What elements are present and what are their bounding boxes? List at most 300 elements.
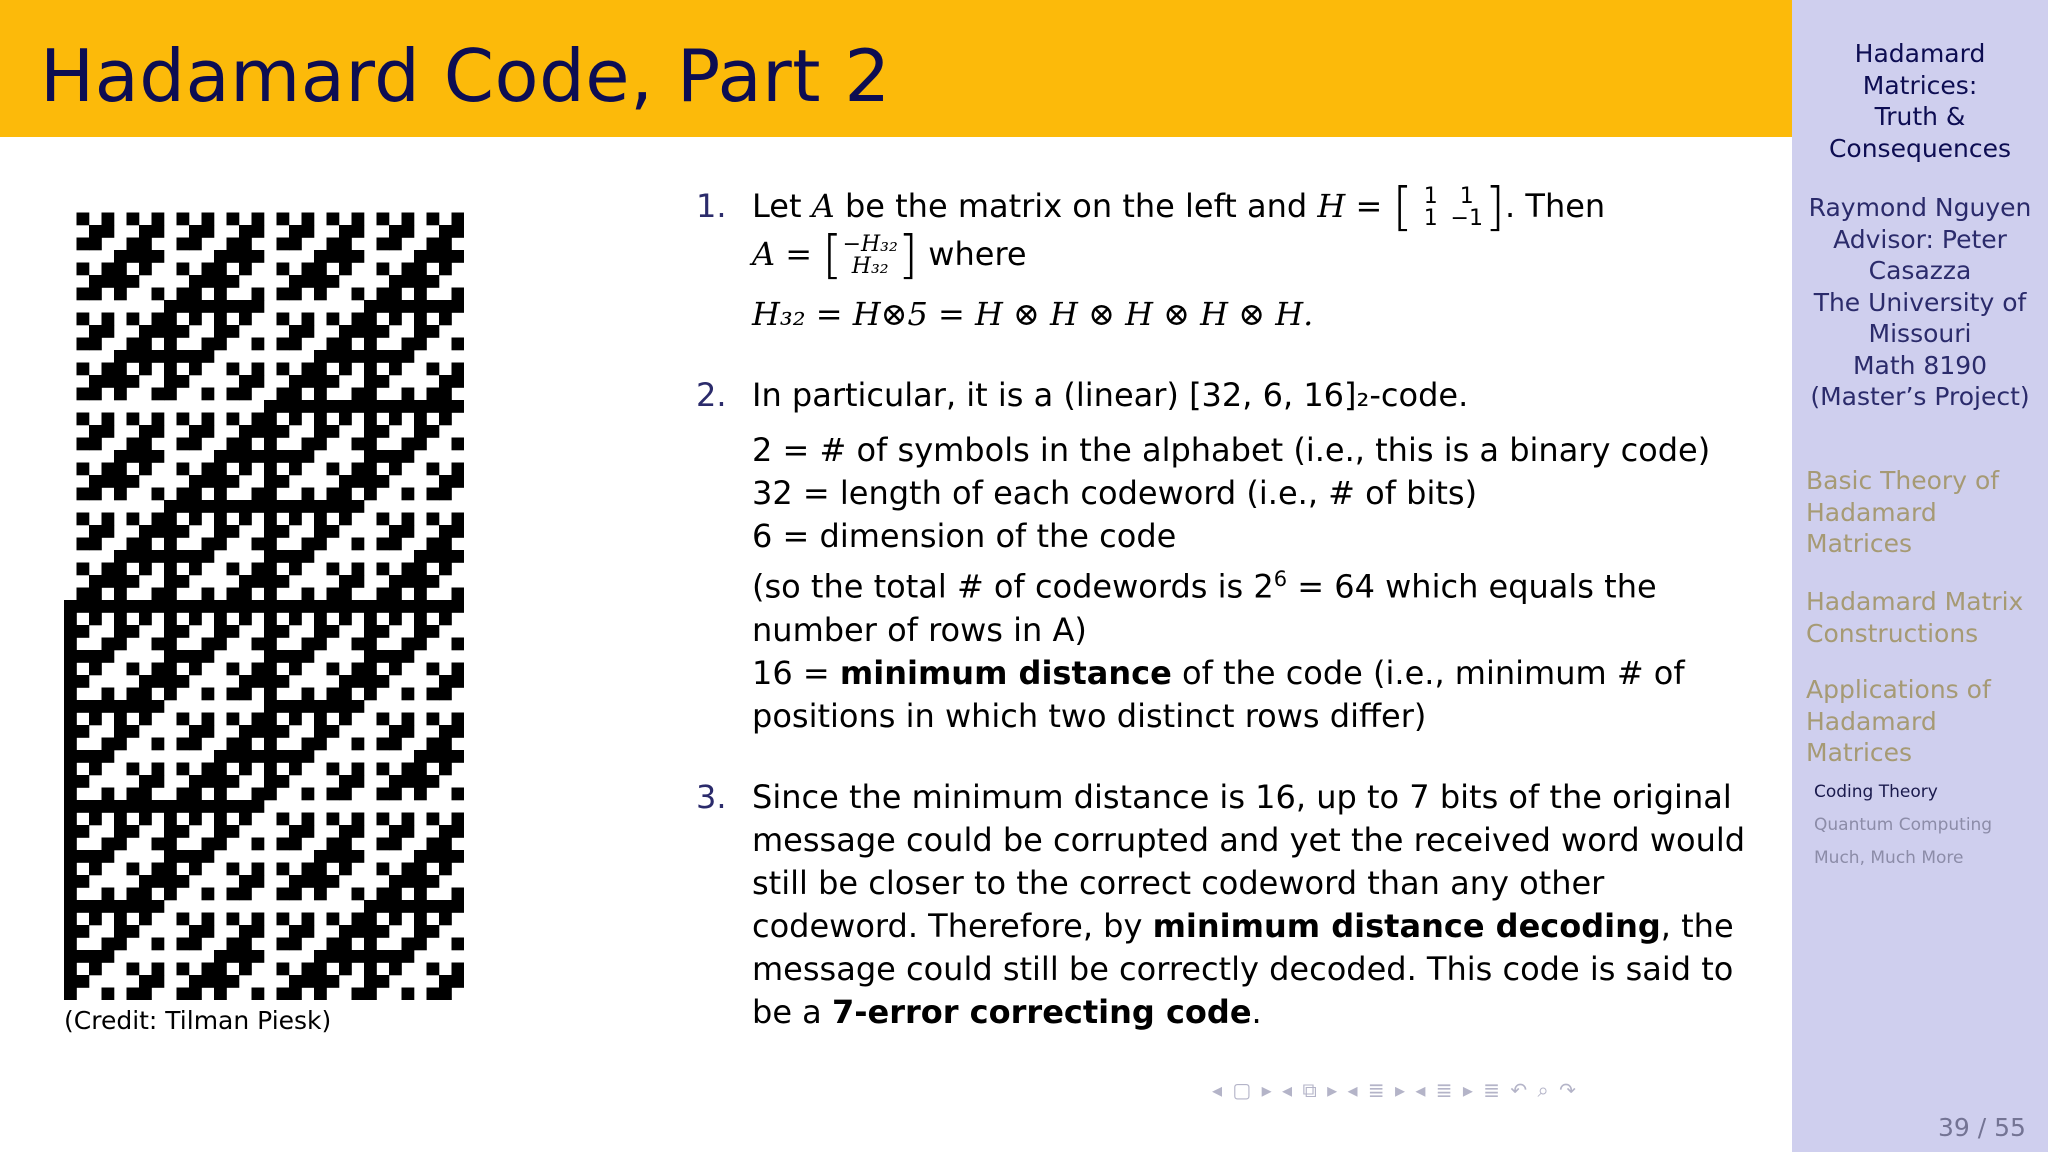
matrix-cell [389, 738, 402, 751]
matrix-cell [439, 675, 452, 688]
matrix-cell [414, 888, 427, 901]
matrix-cell [252, 925, 265, 938]
matrix-cell [139, 463, 152, 476]
matrix-cell [102, 513, 115, 526]
matrix-cell [102, 525, 115, 538]
sidebar-section-applications[interactable] [1806, 674, 2042, 769]
matrix-cell [439, 688, 452, 701]
matrix-cell [139, 613, 152, 626]
matrix-cell [202, 300, 215, 313]
matrix-cell [377, 738, 390, 751]
matrix-cell [189, 925, 202, 938]
sidebar-subsection-quantum-computing[interactable]: Quantum Computing [1814, 815, 1993, 835]
matrix-cell [427, 625, 440, 638]
matrix-cell [289, 975, 302, 988]
matrix-cell [427, 750, 440, 763]
matrix-cell [164, 313, 177, 326]
matrix-cell [202, 413, 215, 426]
matrix-cell [152, 425, 165, 438]
matrix-cell [264, 738, 277, 751]
matrix-cell [339, 600, 352, 613]
symbol-h: H [1317, 187, 1346, 225]
matrix-cell [414, 413, 427, 426]
matrix-cell [202, 975, 215, 988]
author-line: Advisor: Peter [1833, 224, 2007, 254]
matrix-cell [327, 488, 340, 501]
matrix-cell [239, 450, 252, 463]
matrix-cell [439, 975, 452, 988]
matrix-cell [302, 450, 315, 463]
matrix-cell [277, 963, 290, 976]
matrix-cell [164, 800, 177, 813]
matrix-cell [202, 763, 215, 776]
matrix-cell [327, 875, 340, 888]
matrix-cell [439, 300, 452, 313]
matrix-cell [102, 788, 115, 801]
matrix-cell [152, 550, 165, 563]
matrix-cell [127, 725, 140, 738]
item1-line3: H₃₂ = H⊗5 = H ⊗ H ⊗ H ⊗ H ⊗ H. [752, 295, 1314, 333]
matrix-cell [189, 600, 202, 613]
matrix-cell [352, 850, 365, 863]
matrix-cell [127, 688, 140, 701]
matrix-cell [177, 350, 190, 363]
matrix-cell [252, 988, 265, 1001]
matrix-cell [277, 338, 290, 351]
matrix-cell [89, 713, 102, 726]
matrix-cell [302, 313, 315, 326]
matrix-cell [302, 588, 315, 601]
matrix-cell [352, 663, 365, 676]
matrix-cell [264, 488, 277, 501]
matrix-cell [327, 688, 340, 701]
matrix-cell [377, 513, 390, 526]
matrix-cell [289, 500, 302, 513]
matrix-cell [239, 388, 252, 401]
matrix-cell [427, 550, 440, 563]
matrix-cell [427, 850, 440, 863]
matrix-cell [64, 625, 77, 638]
matrix-cell [139, 675, 152, 688]
matrix-cell [152, 513, 165, 526]
matrix-cell [364, 488, 377, 501]
matrix-cell [289, 938, 302, 951]
matrix-cell [214, 513, 227, 526]
matrix-cell [339, 675, 352, 688]
matrix-cell [289, 700, 302, 713]
sidebar-subsection-coding-theory[interactable]: Coding Theory [1814, 782, 1938, 802]
matrix-cell [89, 700, 102, 713]
matrix-cell [252, 363, 265, 376]
matrix-cell [302, 688, 315, 701]
matrix-cell [302, 875, 315, 888]
matrix-cell [139, 600, 152, 613]
matrix-cell [102, 213, 115, 226]
matrix-cell [277, 863, 290, 876]
matrix-cell [277, 600, 290, 613]
bold-term: minimum distance [839, 653, 1172, 692]
matrix-cell [264, 713, 277, 726]
matrix-cell [64, 800, 77, 813]
matrix-cell [352, 813, 365, 826]
matrix-cell [189, 850, 202, 863]
matrix-cell [139, 788, 152, 801]
matrix-cell [214, 813, 227, 826]
matrix-cell [177, 463, 190, 476]
matrix-cell [102, 650, 115, 663]
matrix-cell [239, 963, 252, 976]
matrix-cell [377, 838, 390, 851]
matrix-cell [264, 588, 277, 601]
matrix-cell [152, 963, 165, 976]
matrix-cell [164, 688, 177, 701]
matrix-cell [152, 775, 165, 788]
matrix-cell [277, 525, 290, 538]
matrix-cell [152, 450, 165, 463]
matrix-cell [339, 925, 352, 938]
matrix-cell [127, 538, 140, 551]
matrix-cell [327, 400, 340, 413]
matrix-cell [264, 625, 277, 638]
matrix-cell [352, 325, 365, 338]
section-line: Basic Theory of [1806, 466, 2000, 495]
matrix-cell [402, 263, 415, 276]
left-bracket: [ [822, 225, 843, 286]
matrix-cell [102, 638, 115, 651]
matrix-cell [339, 338, 352, 351]
matrix-cell [214, 975, 227, 988]
matrix-cell [177, 938, 190, 951]
matrix-cell [252, 800, 265, 813]
matrix-cell [352, 738, 365, 751]
matrix-cell [127, 450, 140, 463]
matrix-cell [177, 650, 190, 663]
matrix-cell [302, 600, 315, 613]
matrix-cell [427, 813, 440, 826]
matrix-cell [239, 950, 252, 963]
matrix-cell [364, 950, 377, 963]
matrix-cell [339, 475, 352, 488]
sidebar-section-constructions[interactable] [1806, 586, 2042, 649]
matrix-cell [252, 638, 265, 651]
matrix-cell [389, 288, 402, 301]
author-line: The University of [1813, 287, 2027, 317]
matrix-cell [64, 913, 77, 926]
matrix-cell [252, 563, 265, 576]
matrix-cell [202, 913, 215, 926]
matrix-cell [252, 500, 265, 513]
matrix-cell [314, 363, 327, 376]
matrix-cell [114, 463, 127, 476]
matrix-cell [139, 263, 152, 276]
matrix-cell [89, 375, 102, 388]
matrix-cell [177, 738, 190, 751]
right-bracket: ] [1484, 177, 1506, 238]
matrix-cell [402, 638, 415, 651]
matrix-cell [277, 238, 290, 251]
matrix-cell [277, 388, 290, 401]
matrix-cell [214, 800, 227, 813]
matrix-cell [252, 538, 265, 551]
matrix-cell [77, 438, 90, 451]
matrix-cell [314, 638, 327, 651]
matrix-cell [127, 550, 140, 563]
matrix-cell [202, 538, 215, 551]
matrix-cell [77, 338, 90, 351]
matrix-cell [314, 963, 327, 976]
matrix-cell [352, 313, 365, 326]
matrix-cell [277, 813, 290, 826]
section-line: Hadamard [1806, 706, 1937, 736]
matrix-cell [439, 900, 452, 913]
matrix-cell [352, 388, 365, 401]
matrix-cell [327, 500, 340, 513]
matrix-cell [352, 600, 365, 613]
matrix-cell [152, 800, 165, 813]
matrix-cell [102, 313, 115, 326]
matrix-cell [289, 388, 302, 401]
matrix-cell [114, 913, 127, 926]
matrix-cell [402, 225, 415, 238]
matrix-cell [364, 650, 377, 663]
matrix-cell [389, 775, 402, 788]
matrix-cell [289, 238, 302, 251]
matrix-cell [114, 625, 127, 638]
matrix-cell [152, 588, 165, 601]
matrix-cell [227, 663, 240, 676]
matrix-cell [114, 838, 127, 851]
matrix-cell [452, 300, 465, 313]
matrix-cell [89, 388, 102, 401]
matrix-cell [352, 888, 365, 901]
matrix-cell [377, 213, 390, 226]
sidebar-title-line: Consequences [1828, 133, 2012, 163]
matrix-cell [252, 250, 265, 263]
matrix-cell [364, 438, 377, 451]
matrix-cell [152, 213, 165, 226]
matrix-cell [239, 725, 252, 738]
matrix-cell [314, 388, 327, 401]
matrix-cell [414, 550, 427, 563]
matrix-cell [277, 625, 290, 638]
matrix-cell [389, 313, 402, 326]
matrix-cell [277, 263, 290, 276]
matrix-cell [327, 975, 340, 988]
matrix-cell [314, 263, 327, 276]
h-matrix-row [1413, 186, 1485, 208]
item2-line: positions in which two distinct rows differ) [752, 696, 1427, 735]
matrix-cell [127, 475, 140, 488]
matrix-cell [139, 975, 152, 988]
matrix-cell [214, 475, 227, 488]
matrix-cell [177, 788, 190, 801]
matrix-cell [339, 838, 352, 851]
matrix-cell [302, 863, 315, 876]
matrix-cell [252, 725, 265, 738]
matrix-cell [177, 825, 190, 838]
matrix-cell [114, 925, 127, 938]
sidebar-title-line: Truth & [1874, 102, 1966, 131]
matrix-cell [314, 613, 327, 626]
matrix-cell [452, 600, 465, 613]
equals: = [1345, 187, 1393, 225]
matrix-cell [414, 588, 427, 601]
sidebar-section-basic-theory[interactable] [1806, 465, 2042, 560]
matrix-cell [64, 950, 77, 963]
matrix-cell [139, 538, 152, 551]
matrix-cell [227, 775, 240, 788]
matrix-cell [277, 650, 290, 663]
matrix-cell [127, 313, 140, 326]
matrix-cell [414, 938, 427, 951]
matrix-cell [402, 488, 415, 501]
matrix-cell [114, 800, 127, 813]
beamer-navigation-bar[interactable]: ◂ ▢ ▸ ◂ ⧉ ▸ ◂ ≣ ▸ ◂ ≣ ▸ ≣ ↶ ⌕ ↷ [1212, 1078, 1578, 1102]
matrix-cell [389, 888, 402, 901]
matrix-cell [239, 613, 252, 626]
sidebar-subsection-much-more[interactable]: Much, Much More [1814, 848, 1964, 868]
matrix-cell [277, 913, 290, 926]
matrix-cell [327, 563, 340, 576]
matrix-cell [277, 425, 290, 438]
matrix-cell [89, 325, 102, 338]
matrix-cell [364, 413, 377, 426]
matrix-cell [102, 850, 115, 863]
matrix-cell [414, 600, 427, 613]
matrix-cell [302, 400, 315, 413]
matrix-cell [327, 213, 340, 226]
matrix-cell [102, 263, 115, 276]
matrix-cell [64, 788, 77, 801]
matrix-cell [202, 588, 215, 601]
matrix-cell [227, 413, 240, 426]
matrix-cell [64, 750, 77, 763]
matrix-cell [327, 463, 340, 476]
matrix-cell [402, 338, 415, 351]
matrix-cell [452, 975, 465, 988]
matrix-cell [127, 575, 140, 588]
matrix-cell [114, 550, 127, 563]
matrix-cell [364, 638, 377, 651]
matrix-cell [314, 538, 327, 551]
matrix-cell [227, 300, 240, 313]
matrix-cell [452, 400, 465, 413]
matrix-cell [102, 225, 115, 238]
matrix-cell [102, 750, 115, 763]
matrix-cell [277, 675, 290, 688]
text: , the [1660, 906, 1734, 945]
matrix-cell [289, 513, 302, 526]
matrix-cell [114, 250, 127, 263]
matrix-cell [264, 538, 277, 551]
matrix-cell [427, 738, 440, 751]
matrix-cell [139, 988, 152, 1001]
text: . [1251, 992, 1262, 1031]
matrix-cell [339, 225, 352, 238]
matrix-cell [164, 888, 177, 901]
matrix-cell [239, 575, 252, 588]
matrix-cell [302, 813, 315, 826]
a-block-matrix [843, 234, 898, 278]
matrix-cell [452, 713, 465, 726]
matrix-cell [314, 975, 327, 988]
matrix-cell [102, 700, 115, 713]
matrix-cell [127, 338, 140, 351]
matrix-cell [239, 375, 252, 388]
matrix-cell [352, 288, 365, 301]
exponent: 6 [1273, 567, 1288, 591]
matrix-cell [414, 325, 427, 338]
matrix-cell [352, 500, 365, 513]
matrix-cell [327, 850, 340, 863]
matrix-cell [314, 400, 327, 413]
matrix-cell [439, 825, 452, 838]
matrix-cell [389, 463, 402, 476]
matrix-cell [252, 600, 265, 613]
matrix-cell [89, 813, 102, 826]
matrix-cell [389, 963, 402, 976]
matrix-cell [452, 750, 465, 763]
matrix-cell [289, 288, 302, 301]
matrix-cell [152, 738, 165, 751]
matrix-cell [189, 650, 202, 663]
matrix-cell [139, 550, 152, 563]
matrix-cell [227, 863, 240, 876]
matrix-cell [89, 588, 102, 601]
matrix-cell [314, 738, 327, 751]
matrix-cell [377, 238, 390, 251]
matrix-cell [127, 438, 140, 451]
matrix-cell [164, 563, 177, 576]
matrix-cell [89, 475, 102, 488]
matrix-cell [339, 788, 352, 801]
sidebar-title-line: Matrices: [1862, 70, 1978, 100]
h-matrix [1413, 186, 1485, 230]
matrix-cell [339, 863, 352, 876]
matrix-cell [177, 488, 190, 501]
matrix-cell [289, 650, 302, 663]
matrix-cell [389, 725, 402, 738]
matrix-cell [89, 900, 102, 913]
matrix-cell [339, 713, 352, 726]
matrix-cell [414, 788, 427, 801]
matrix-cell [77, 775, 90, 788]
matrix-cell [389, 838, 402, 851]
matrix-cell [252, 225, 265, 238]
matrix-cell [327, 338, 340, 351]
matrix-cell [252, 413, 265, 426]
matrix-cell [264, 550, 277, 563]
matrix-cell [427, 463, 440, 476]
matrix-cell [414, 313, 427, 326]
matrix-cell [402, 525, 415, 538]
matrix-cell [77, 925, 90, 938]
matrix-cell [264, 725, 277, 738]
matrix-cell [64, 675, 77, 688]
sidebar-presentation-title[interactable] [1792, 38, 2048, 164]
matrix-cell [189, 550, 202, 563]
matrix-cell [227, 738, 240, 751]
matrix-cell [302, 550, 315, 563]
matrix-cell [302, 438, 315, 451]
matrix-cell [164, 513, 177, 526]
matrix-cell [252, 950, 265, 963]
matrix-cell [402, 438, 415, 451]
matrix-cell [302, 975, 315, 988]
matrix-cell [402, 213, 415, 226]
matrix-cell [152, 875, 165, 888]
matrix-cell [402, 875, 415, 888]
